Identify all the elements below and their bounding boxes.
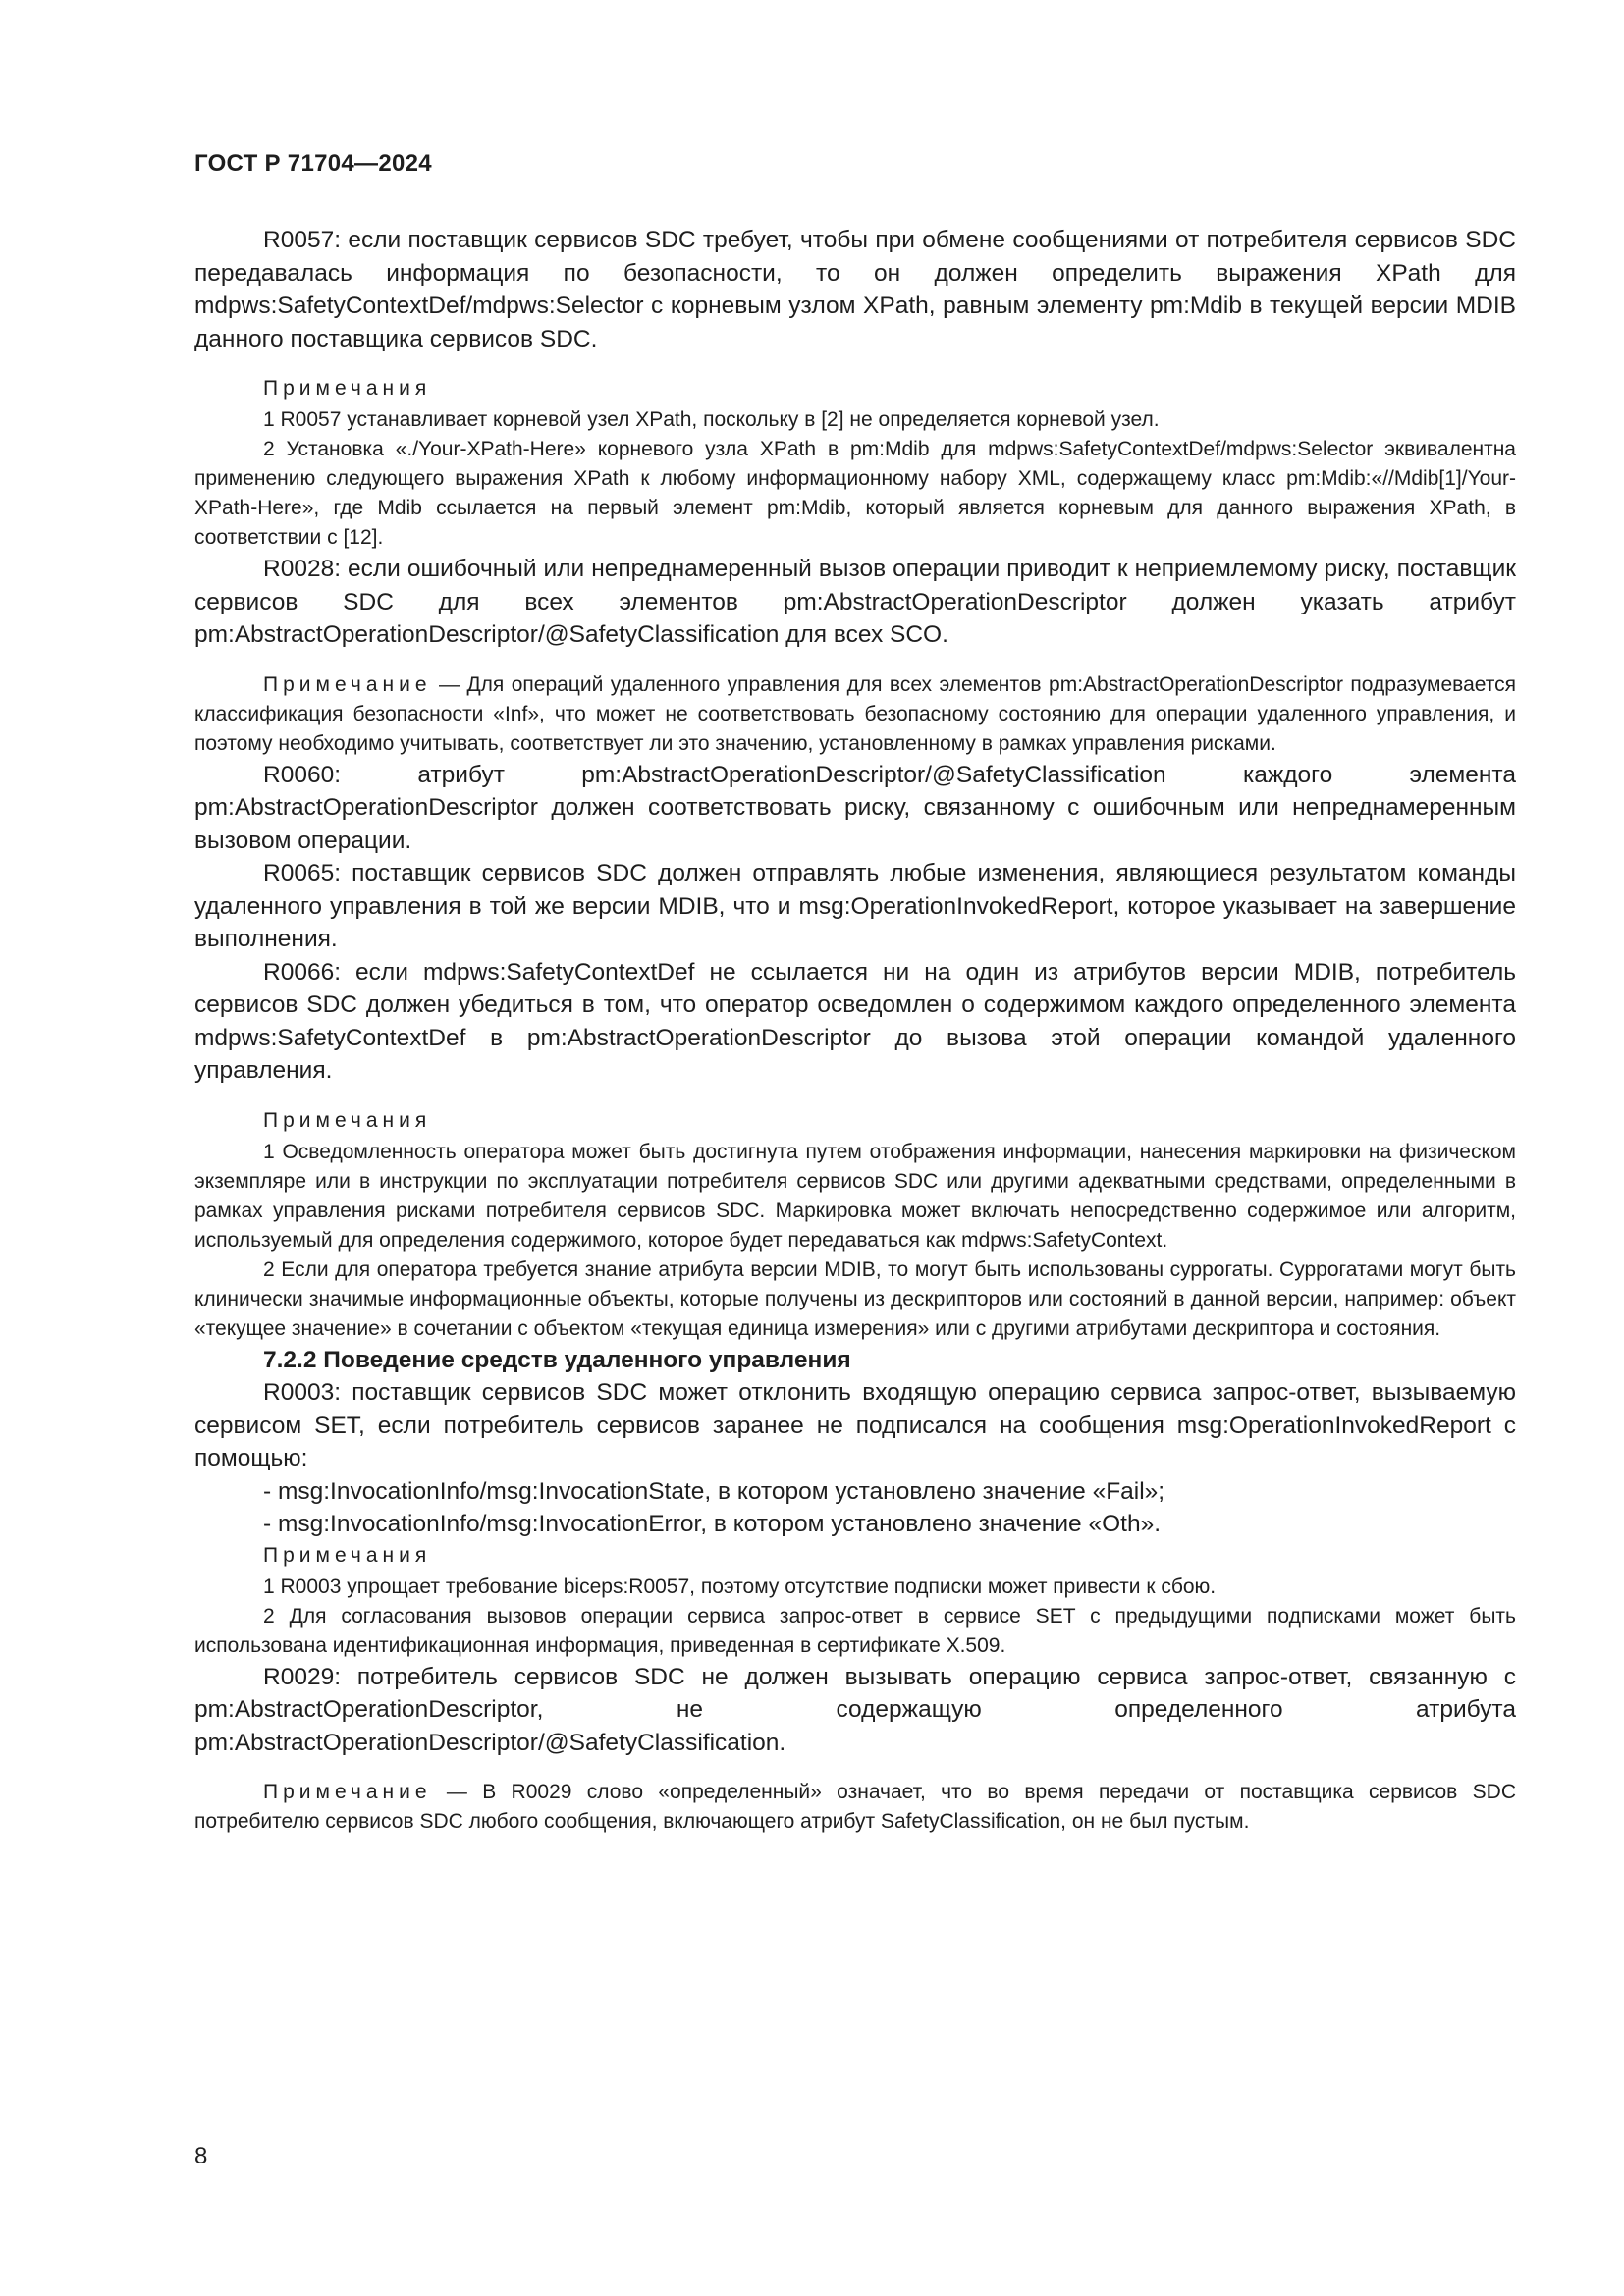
note-item: 2 Установка «./Your-XPath-Here» корневого узла XPath в pm:Mdib для mdpws:SafetyContextDef/mdpws:Selector эквивалентна применению следующего выражения XPath к любому информационному набору XML, содержащему класс pm:Mdib:«//Mdib[1]/Your-XPath-Here», где Mdib ссылается на первый элемент pm:Mdib, который является корневым для данного выражения XPath, в соответствии с [12].: [194, 438, 1516, 549]
notes-heading: Примечания: [263, 1108, 432, 1132]
requirement-r0029: R0029: потребитель сервисов SDC не должен вызывать операцию сервиса запрос-ответ, связанную с pm:AbstractOperationDescriptor, не содержащую определенного атрибута pm:AbstractOperationDescriptor/@SafetyClassification.: [194, 1663, 1516, 1756]
page-content: [194, 224, 1516, 1837]
note-item: 1 R0003 упрощает требование biceps:R0057, поэтому отсутствие подписки может привести к сбою.: [263, 1575, 1217, 1598]
note-item: [194, 670, 1516, 759]
note-text: — Для операций удаленного управления для всех элементов pm:AbstractOperationDescriptor подразумевается классификация безопасности «Inf», что может не соответствовать безопасному состоянию для операции удаленного управления, и поэтому необходимо учитывать, соответствует ли это значению, установленному в рамках управления рисками.: [194, 672, 1516, 755]
note-text: — В R0029 слово «определенный» означает, что во время передачи от поставщика сервисов SDC потребителю сервисов SDC любого сообщения, включающего атрибут SafetyClassification, он не был пустым.: [194, 1781, 1516, 1833]
list-item: - msg:InvocationInfo/msg:InvocationState, в котором установлено значение «Fail»;: [263, 1477, 1165, 1505]
section-heading: 7.2.2 Поведение средств удаленного управления: [263, 1346, 851, 1373]
note-item: 2 Для согласования вызовов операции сервиса запрос-ответ в сервисе SET с предыдущими подписками может быть использована идентификационная информация, приведенная в сертификате X.509.: [194, 1604, 1516, 1657]
note-label: Примечание: [263, 1781, 432, 1803]
note-item: 1 Осведомленность оператора может быть достигнута путем отображения информации, нанесения маркировки на физическом экземпляре или в инструкции по эксплуатации потребителя сервисов SDC или другими адекватными средствами, определенными в рамках управления рисками потребителя сервисов SDC. Маркировка может включать непосредственно содержимое или алгоритм, используемый для определения содержимого, которое будет передаваться как mdpws:SafetyContext.: [194, 1140, 1516, 1252]
list-item: - msg:InvocationInfo/msg:InvocationError, в котором установлено значение «Oth».: [263, 1511, 1162, 1537]
requirement-r0060: R0060: атрибут pm:AbstractOperationDescriptor/@SafetyClassification каждого элемента pm:AbstractOperationDescriptor должен соответствовать риску, связанному с ошибочным или непреднамеренным вызовом операции.: [194, 761, 1516, 854]
page-number: 8: [194, 2143, 208, 2169]
notes-heading: Примечания: [263, 1543, 432, 1567]
requirement-r0066: R0066: если mdpws:SafetyContextDef не ссылается ни на один из атрибутов версии MDIB, потребитель сервисов SDC должен убедиться в том, что оператор осведомлен о содержимом каждого определенного элемента mdpws:SafetyContextDef в pm:AbstractOperationDescriptor до вызова этой операции командой удаленного управления.: [194, 958, 1516, 1084]
document-header: ГОСТ Р 71704—2024: [194, 150, 432, 177]
note-item: 2 Если для оператора требуется знание атрибута версии MDIB, то могут быть использованы суррогаты. Суррогатами могут быть клинически значимые информационные объекты, которые получены из дескрипторов или состояний в данной версии, например: объект «текущее значение» в сочетании с объектом «текущая единица измерения» или с другими атрибутами дескриптора и состояния.: [194, 1257, 1516, 1340]
requirement-r0003: R0003: поставщик сервисов SDC может отклонить входящую операцию сервиса запрос-ответ, вызываемую сервисом SET, если потребитель сервисов заранее не подписался на сообщения msg:OperationInvokedReport с помощью:: [194, 1379, 1516, 1471]
note-item: [194, 1778, 1516, 1837]
note-label: Примечание: [263, 672, 432, 696]
requirement-r0057: R0057: если поставщик сервисов SDC требует, чтобы при обмене сообщениями от потребителя сервисов SDC передавалась информация по безопасности, то он должен определить выражения XPath для mdpws:SafetyContextDef/mdpws:Selector с корневым узлом XPath, равным элементу pm:Mdib в текущей версии MDIB данного поставщика сервисов SDC.: [194, 227, 1516, 352]
note-item: 1 R0057 устанавливает корневой узел XPath, поскольку в [2] не определяется корневой узел.: [263, 408, 1160, 431]
notes-heading: Примечания: [263, 377, 432, 400]
requirement-r0065: R0065: поставщик сервисов SDC должен отправлять любые изменения, являющиеся результатом команды удаленного управления в той же версии MDIB, что и msg:OperationInvokedReport, которое указывает на завершение выполнения.: [194, 860, 1516, 952]
requirement-r0028: R0028: если ошибочный или непреднамеренный вызов операции приводит к неприемлемому риску, поставщик сервисов SDC для всех элементов pm:AbstractOperationDescriptor должен указать атрибут pm:AbstractOperationDescriptor/@SafetyClassification для всех SCO.: [194, 556, 1516, 648]
